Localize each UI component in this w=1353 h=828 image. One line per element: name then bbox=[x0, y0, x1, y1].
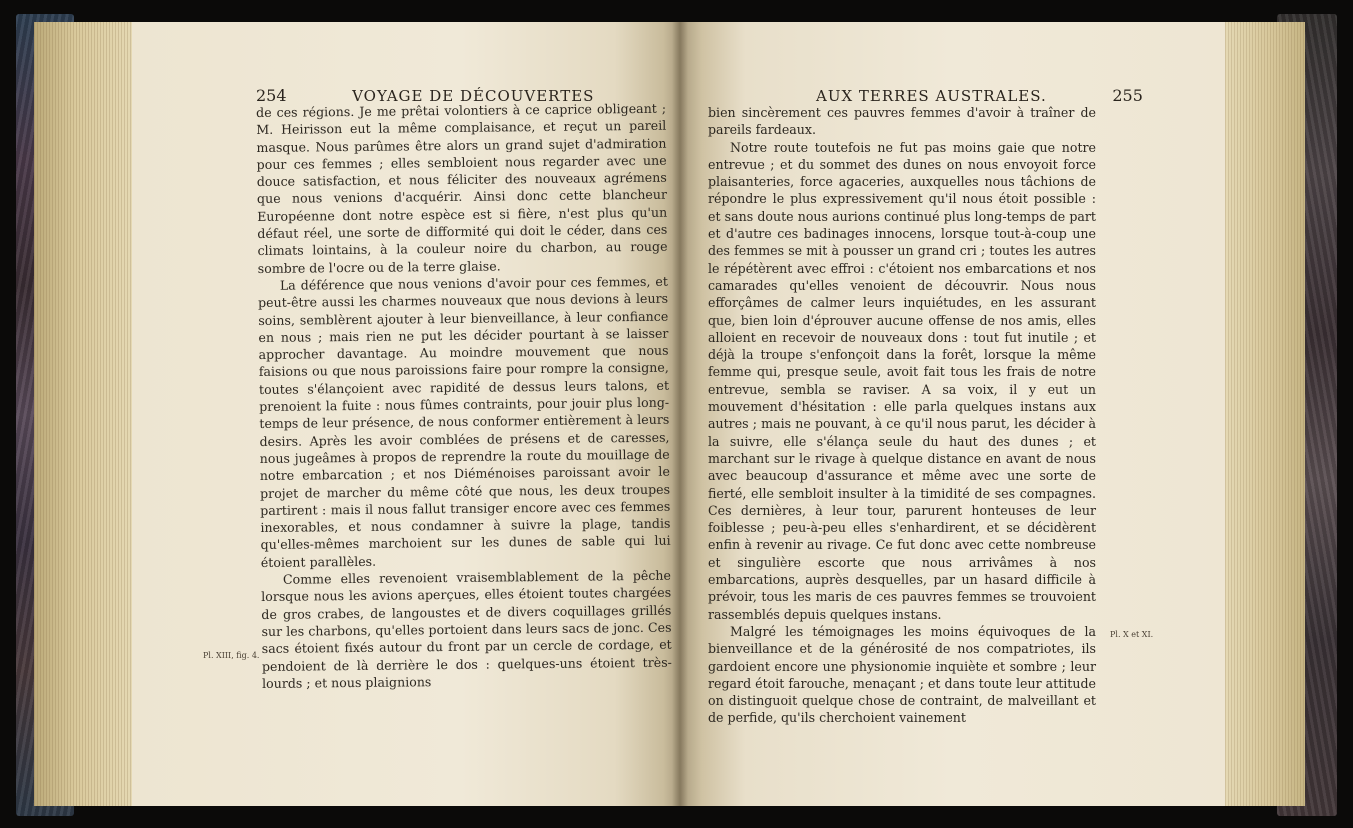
left-paragraph-2: La déférence que nous venions d'avoir pour ces femmes, et peut-être aussi les charmes nouveaux que nous devions à leurs soins, semblèrent ajouter à leur bienveillance, à leur confiance en nous ; mais rien ne put les décider pourtant à se laisser approcher davantage. Au moindre mouvement que nous faisions ou que nous paroissions faire pour rompre la consigne, toutes s'élançoient avec rapidité de dessus leurs talons, et prenoient la fuite : nous fûmes contraints, pour jouir plus long-temps de leur présence, de nous conformer entièrement à leurs desirs. Après les avoir comblées de présens et de caresses, nous jugeâmes à propos de reprendre la route du mouillage de notre embarcation ; et nos Diéménoises paroissant avoir le projet de marcher du même côté que nous, les deux troupes partirent : mais il nous fallut transiger encore avec ces femmes inexorables, et nous condamner à suivre la plage, tandis qu'elles-mêmes marchoient sur les dunes de sable qui lui étoient parallèles. bbox=[258, 273, 671, 570]
left-paragraph-3: Comme elles revenoient vraisemblablement de la pêche lorsque nous les avions aperçues, elles étoient toutes chargées de gros crabes, de langoustes et de divers coquillages grillés sur les charbons, qu'elles portoient dans leurs sacs de jonc. Ces sacs étoient fixés autour du front par un cercle de cordage, et pendoient de là derrière le dos : quelques-uns étoient très-lourds ; et nous plaignions bbox=[261, 567, 672, 691]
right-page-body bbox=[708, 104, 1096, 727]
right-paragraph-1: bien sincèrement ces pauvres femmes d'avoir à traîner de pareils fardeaux. bbox=[708, 105, 1096, 138]
left-page-edges bbox=[34, 22, 138, 806]
book-gutter bbox=[672, 22, 688, 806]
right-page-header bbox=[816, 86, 1143, 106]
right-margin-note: Pl. X et XI. bbox=[1110, 630, 1154, 639]
left-margin-note: Pl. XIII, fig. 4. bbox=[203, 651, 260, 660]
right-paragraph-3: Malgré les témoignages les moins équivoques de la bienveillance et de la générosité de nos compatriotes, ils gardoient encore une physionomie inquiète et sombre ; leur regard étoit farouche, menaçant ; et dans toute leur attitude on distinguoit quelque chose de contraint, de malveillant et de perfide, qu'ils cherchoient vainement bbox=[708, 623, 1096, 726]
left-page-body bbox=[256, 100, 672, 692]
right-page-edges bbox=[1213, 22, 1305, 806]
right-page-number: 255 bbox=[1112, 86, 1143, 105]
left-paragraph-1: de ces régions. Je me prêtai volontiers à ce caprice obligeant ; M. Heirisson eut la même complaisance, et reçut un pareil masque. Nous parûmes être alors un grand sujet d'admiration pour ces femmes ; elles sembloient nous regarder avec une douce satisfaction, et nous féliciter des nouveaux agrémens que nous venions d'acquérir. Ainsi donc cette blancheur Européenne dont notre espèce est si fière, n'est plus qu'un défaut réel, une sorte de difformité qui doit le céder, dans ces climats lointains, à la couleur noire du charbon, au rouge sombre de l'ocre ou de la terre glaise. bbox=[256, 100, 668, 276]
right-running-head: AUX TERRES AUSTRALES. bbox=[816, 87, 1047, 105]
left-running-head: VOYAGE DE DÉCOUVERTES bbox=[352, 87, 595, 105]
left-page-number: 254 bbox=[256, 86, 287, 105]
right-paragraph-2: Notre route toutefois ne fut pas moins gaie que notre entrevue ; et du sommet des dunes on nous envoyoit force plaisanteries, force agaceries, auxquelles nous tâchions de répondre le plus expressivement qu'il nous étoit possible : et sans doute nous aurions continué plus long-temps de part et d'autre ces badinages innocens, lorsque tout-à-coup une des femmes se mit à pousser un grand cri ; toutes les autres le répétèrent avec effroi : c'étoient nos embarcations et nos camarades qu'elles venoient de découvrir. Nous nous efforçâmes de calmer leurs inquiétudes, en les assurant que, bien loin d'éprouver aucune offense de nos amis, elles alloient en recevoir de nouveaux dons : tout fut inutile ; et déjà la troupe s'enfonçoit dans la forêt, lorsque la même femme qui, presque seule, avoit fait tous les frais de notre entrevue, sembla se raviser. A sa voix, il y eut un mouvement d'hésitation : elle parla quelques instans aux autres ; mais ne pouvant, à ce qu'il nous parut, les décider à la suivre, elle s'élança seule du haut des dunes ; et marchant sur le rivage à quelque distance en avant de nous avec beaucoup d'assurance et même avec une sorte de fierté, elle sembloit insulter à la timidité de ses compagnes. Ces dernières, à leur tour, parurent honteuses de leur foiblesse ; peu-à-peu elles s'enhardirent, et se décidèrent enfin à revenir au rivage. Ce fut donc avec cette nombreuse et singulière escorte que nous arrivâmes à nos embarcations, auprès desquelles, par un hasard difficile à prévoir, tous les maris de ces pauvres femmes se trouvoient rassemblés depuis quelques instans. bbox=[708, 139, 1096, 622]
